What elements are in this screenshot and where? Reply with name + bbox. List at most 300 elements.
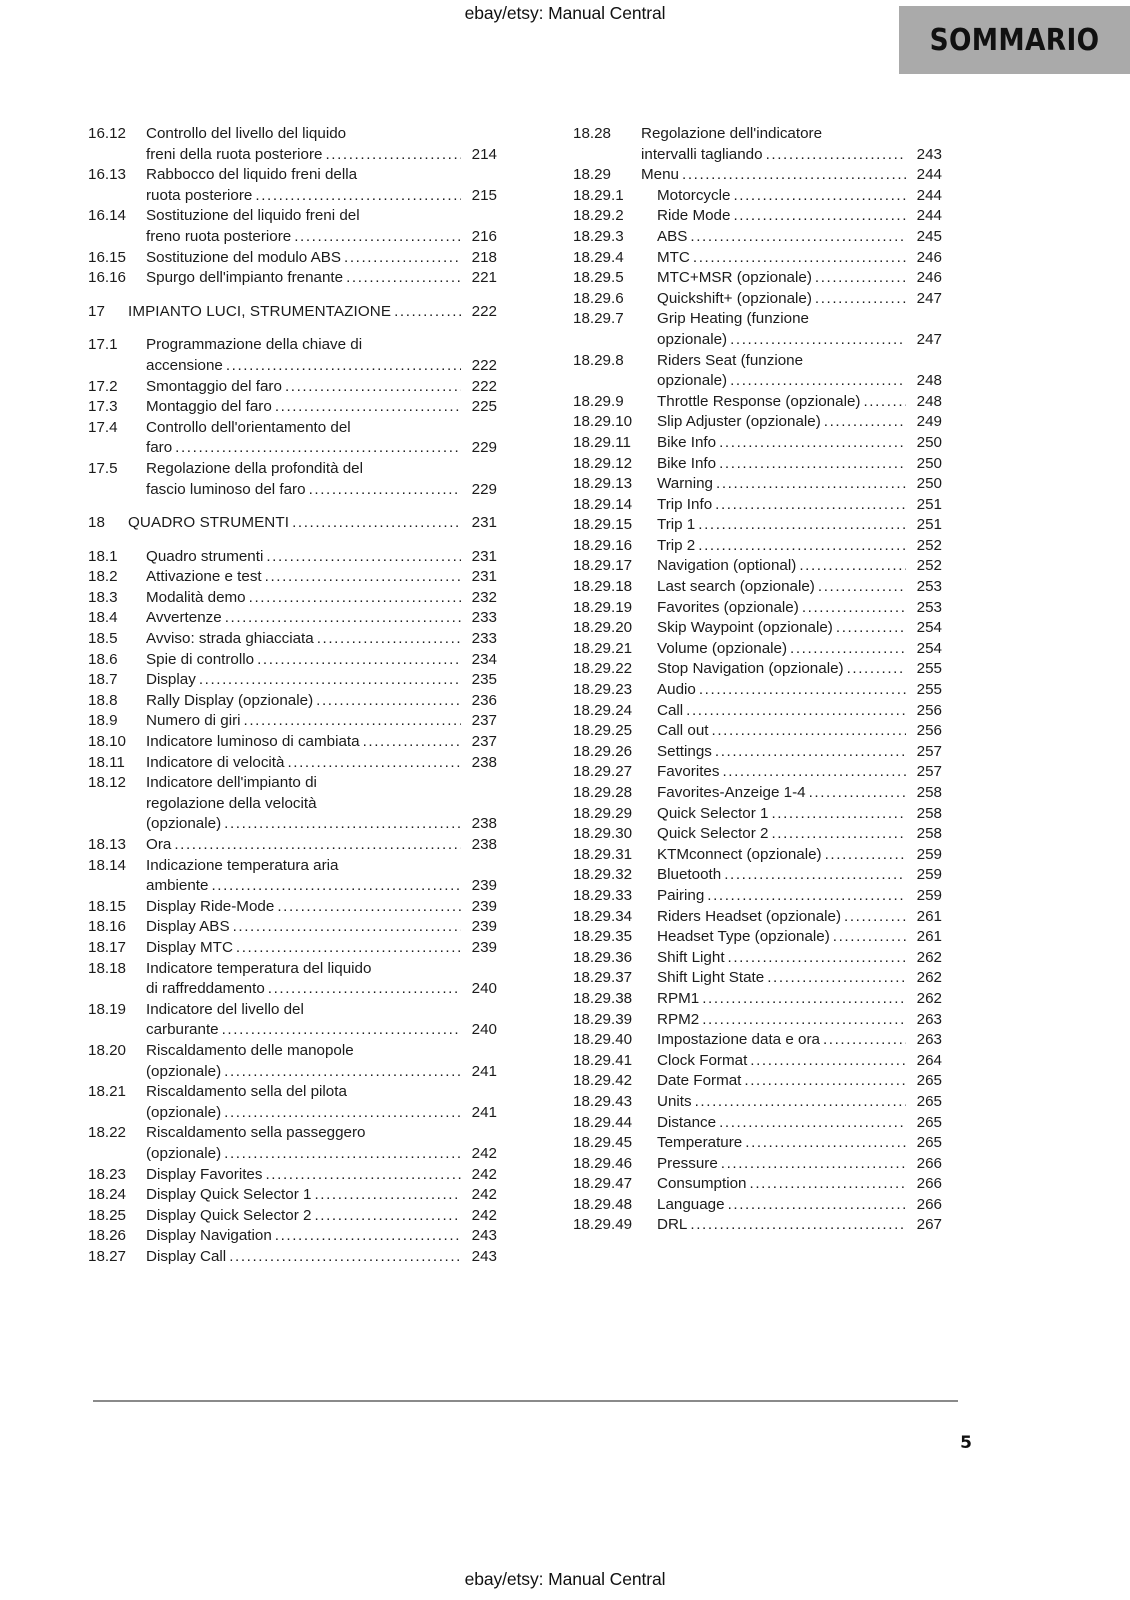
toc-leader-dots: [257, 650, 461, 671]
toc-entry[interactable]: [88, 959, 497, 1000]
toc-entry-title: Quick Selector 2: [657, 825, 769, 843]
toc-leader-dots: [699, 680, 906, 701]
toc-entry-title: Trip Info: [657, 495, 713, 513]
toc-entry-number: 18.29.9: [573, 392, 624, 410]
toc-page-number: 242: [471, 1165, 497, 1183]
toc-page-number: 266: [916, 1175, 942, 1193]
toc-entry[interactable]: [573, 845, 942, 866]
toc-entry-number: 17.5: [88, 459, 118, 477]
toc-leader-dots: [224, 1103, 461, 1124]
toc-entry[interactable]: [573, 1195, 942, 1216]
toc-entry[interactable]: [88, 397, 497, 418]
toc-entry-title: accensione: [146, 356, 223, 374]
toc-page-number: 266: [916, 1154, 942, 1172]
toc-entry-body: [657, 433, 942, 454]
toc-entry[interactable]: [573, 309, 942, 350]
toc-entry-number: 18: [88, 514, 105, 532]
toc-entry-title: Last search (opzionale): [657, 578, 815, 596]
running-footer: ebay/etsy: Manual Central: [464, 1569, 666, 1589]
toc-entry-last-line: [657, 865, 942, 886]
toc-entry-body: [657, 248, 942, 269]
toc-entry-title: Trip 1: [657, 516, 696, 534]
toc-leader-dots: [266, 547, 461, 568]
toc-entry-number: 18.29: [573, 166, 612, 184]
toc-entry[interactable]: [573, 227, 942, 248]
toc-entry[interactable]: [88, 1226, 497, 1247]
toc-entry-title: MTC+MSR (opzionale): [657, 269, 812, 287]
toc-leader-dots: [750, 1051, 906, 1072]
toc-entry-title: Display MTC: [146, 938, 233, 956]
toc-entry[interactable]: [573, 824, 942, 845]
toc-entry-wrap-line: [146, 959, 497, 980]
toc-page-number: 243: [916, 145, 942, 163]
toc-entry-title: Language: [657, 1195, 725, 1213]
toc-entry-number: 18.11: [88, 753, 125, 771]
toc-page-number: 221: [471, 269, 497, 287]
toc-entry-number: 16.15: [88, 248, 127, 266]
toc-entry-last-line: [657, 742, 942, 763]
toc-entry-number: 18.29.44: [573, 1113, 633, 1131]
toc-page-number: 233: [471, 630, 497, 648]
toc-entry-last-line: [146, 1226, 497, 1247]
toc-entry-title: Indicatore temperatura del liquido: [146, 959, 372, 977]
toc-page-number: 257: [916, 742, 942, 760]
toc-entry[interactable]: [88, 377, 497, 398]
toc-entry-title: Date Format: [657, 1072, 742, 1090]
toc-entry-body: [641, 165, 942, 186]
toc-entry-last-line: [146, 650, 497, 671]
toc-entry-number: 18.29.22: [573, 660, 633, 678]
toc-entry-last-line: [146, 670, 497, 691]
toc-entry-number: 17: [88, 302, 105, 320]
toc-leader-dots: [275, 397, 461, 418]
toc-entry-body: [657, 742, 942, 763]
toc-entry-wrap-line: [657, 351, 942, 372]
toc-entry-title: di raffreddamento: [146, 980, 265, 998]
toc-leader-dots: [317, 629, 461, 650]
toc-leader-dots: [224, 814, 461, 835]
toc-entry-number: 18.29.32: [573, 866, 633, 884]
toc-entry-title: Modalità demo: [146, 588, 246, 606]
toc-entry-body: [146, 835, 497, 856]
toc-entry-body: [146, 268, 497, 289]
toc-entry[interactable]: [573, 433, 942, 454]
toc-entry-body: [146, 588, 497, 609]
toc-leader-dots: [730, 330, 906, 351]
toc-entry-last-line: [146, 547, 497, 568]
toc-page-number: 222: [471, 356, 497, 374]
toc-entry-body: [146, 335, 497, 376]
toc-entry-number: 18.29.41: [573, 1051, 633, 1069]
toc-entry-number: 18.21: [88, 1083, 127, 1101]
toc-leader-dots: [292, 513, 461, 534]
toc-leader-dots: [690, 1215, 906, 1236]
toc-leader-dots: [702, 989, 906, 1010]
toc-entry-last-line: [146, 629, 497, 650]
toc-entry[interactable]: [88, 1123, 497, 1164]
toc-entry-wrap-line: [146, 1082, 497, 1103]
toc-entry-title: Regolazione della profondità del: [146, 459, 364, 477]
toc-entry-number: 18.29.17: [573, 557, 633, 575]
toc-entry-title: fascio luminoso del faro: [146, 480, 306, 498]
toc-entry-body: [657, 289, 942, 310]
toc-entry-number: 18.22: [88, 1124, 127, 1142]
toc-entry-body: [657, 309, 942, 350]
toc-entry[interactable]: [573, 577, 942, 598]
toc-entry[interactable]: [88, 732, 497, 753]
toc-entry[interactable]: [573, 1113, 942, 1134]
toc-entry[interactable]: [88, 588, 497, 609]
toc-entry[interactable]: [88, 335, 497, 376]
toc-entry[interactable]: [88, 567, 497, 588]
toc-entry-last-line: [657, 248, 942, 269]
toc-entry-last-line: [146, 186, 497, 207]
toc-entry-body: [657, 1133, 942, 1154]
toc-entry-number: 18.9: [88, 712, 118, 730]
toc-entry[interactable]: [573, 886, 942, 907]
toc-entry-last-line: [146, 1185, 497, 1206]
toc-page-number: 258: [916, 825, 942, 843]
toc-entry[interactable]: [88, 917, 497, 938]
toc-entry-body: [146, 397, 497, 418]
toc-page-number: 243: [471, 1247, 497, 1265]
toc-entry-title: Units: [657, 1092, 692, 1110]
toc-entry-body: [657, 412, 942, 433]
toc-entry-title: Quadro strumenti: [146, 547, 264, 565]
toc-entry-number: 18.29.18: [573, 578, 633, 596]
toc-entry[interactable]: [88, 248, 497, 269]
toc-entry[interactable]: [88, 938, 497, 959]
toc-leader-dots: [309, 480, 461, 501]
toc-leader-dots: [771, 824, 906, 845]
toc-page-number: 265: [916, 1134, 942, 1152]
toc-entry[interactable]: [88, 302, 497, 323]
toc-entry[interactable]: [573, 680, 942, 701]
toc-entry[interactable]: [88, 835, 497, 856]
toc-entry[interactable]: [573, 659, 942, 680]
toc-entry-body: [657, 1174, 942, 1195]
toc-entry[interactable]: [573, 351, 942, 392]
toc-entry-number: 17.3: [88, 398, 118, 416]
toc-page-number: 255: [916, 660, 942, 678]
toc-entry-title: Spurgo dell'impianto frenante: [146, 269, 344, 287]
toc-entry[interactable]: [573, 1051, 942, 1072]
toc-page-number: 247: [916, 289, 942, 307]
toc-entry[interactable]: [88, 165, 497, 206]
page-number: 5: [960, 1433, 972, 1453]
toc-entry-last-line: [657, 412, 942, 433]
toc-entry[interactable]: [88, 608, 497, 629]
toc-entry-number: 18.23: [88, 1165, 127, 1183]
toc-page-number: 264: [916, 1051, 942, 1069]
toc-page-number: 267: [916, 1216, 942, 1234]
toc-entry-title: Rabbocco del liquido freni della: [146, 166, 358, 184]
toc-page-number: 244: [916, 207, 942, 225]
toc-entry-body: [146, 959, 497, 1000]
toc-entry-title: Distance: [657, 1113, 717, 1131]
toc-entry[interactable]: [573, 804, 942, 825]
toc-entry-number: 18.29.34: [573, 907, 633, 925]
toc-entry-body: [146, 1185, 497, 1206]
toc-entry-title: Clock Format: [657, 1051, 748, 1069]
toc-entry-title: Volume (opzionale): [657, 639, 788, 657]
toc-entry[interactable]: [573, 907, 942, 928]
toc-entry-body: [146, 897, 497, 918]
toc-entry-body: [146, 856, 497, 897]
toc-page-number: 262: [916, 989, 942, 1007]
toc-entry[interactable]: [88, 1185, 497, 1206]
toc-page-number: 255: [916, 681, 942, 699]
toc-leader-dots: [287, 753, 461, 774]
toc-entry[interactable]: [88, 691, 497, 712]
section-tab-label: SOMMARIO: [929, 22, 1100, 58]
toc-leader-dots: [719, 433, 906, 454]
toc-entry-number: 18.29.25: [573, 722, 633, 740]
toc-entry[interactable]: [573, 618, 942, 639]
toc-entry-last-line: [657, 618, 942, 639]
toc-entry-title: Stop Navigation (opzionale): [657, 660, 844, 678]
toc-entry[interactable]: [573, 289, 942, 310]
toc-entry[interactable]: [88, 773, 497, 835]
toc-page-number: 229: [471, 480, 497, 498]
toc-entry[interactable]: [88, 753, 497, 774]
toc-entry-last-line: [146, 1103, 497, 1124]
toc-entry[interactable]: [573, 392, 942, 413]
toc-entry-title: Display: [146, 671, 196, 689]
toc-entry[interactable]: [573, 639, 942, 660]
toc-entry-last-line: [128, 513, 497, 534]
toc-page-number: 231: [471, 514, 497, 532]
toc-leader-dots: [199, 670, 461, 691]
toc-entry-number: 18.29.39: [573, 1010, 633, 1028]
toc-leader-dots: [224, 1062, 461, 1083]
toc-entry-number: 18.15: [88, 897, 127, 915]
toc-entry[interactable]: [573, 762, 942, 783]
toc-entry[interactable]: [573, 515, 942, 536]
toc-leader-dots: [314, 1185, 461, 1206]
toc-leader-dots: [815, 268, 906, 289]
toc-entry[interactable]: [88, 650, 497, 671]
toc-leader-dots: [719, 454, 906, 475]
toc-entry[interactable]: [573, 186, 942, 207]
toc-entry-last-line: [146, 1020, 497, 1041]
toc-entry-body: [657, 639, 942, 660]
toc-page-number: 261: [916, 928, 942, 946]
toc-entry[interactable]: [573, 1010, 942, 1031]
toc-entry-number: 18.29.16: [573, 536, 633, 554]
toc-entry[interactable]: [88, 513, 497, 534]
toc-entry[interactable]: [573, 968, 942, 989]
toc-leader-dots: [174, 835, 461, 856]
toc-entry[interactable]: [88, 1206, 497, 1227]
toc-entry-title: Call: [657, 701, 684, 719]
toc-entry[interactable]: [573, 206, 942, 227]
toc-leader-dots: [728, 1195, 906, 1216]
toc-entry[interactable]: [573, 783, 942, 804]
toc-entry[interactable]: [88, 418, 497, 459]
toc-entry-title: freno ruota posteriore: [146, 227, 292, 245]
toc-entry[interactable]: [573, 1133, 942, 1154]
toc-page-number: 254: [916, 639, 942, 657]
toc-leader-dots: [809, 783, 906, 804]
toc-entry-last-line: [146, 438, 497, 459]
toc-entry[interactable]: [88, 629, 497, 650]
toc-entry-number: 18.29.46: [573, 1154, 633, 1172]
toc-entry[interactable]: [573, 495, 942, 516]
toc-page-number: 265: [916, 1113, 942, 1131]
toc-entry[interactable]: [573, 1071, 942, 1092]
toc-entry[interactable]: [573, 701, 942, 722]
toc-entry-number: 18.29.43: [573, 1092, 633, 1110]
toc-entry-title: Display Quick Selector 2: [146, 1206, 312, 1224]
toc-page-number: 238: [471, 753, 497, 771]
toc-entry-number: 18.8: [88, 691, 118, 709]
toc-entry[interactable]: [573, 989, 942, 1010]
toc-page-number: 262: [916, 948, 942, 966]
toc-entry-number: 18.16: [88, 918, 127, 936]
toc-entry[interactable]: [88, 670, 497, 691]
toc-page-number: 254: [916, 619, 942, 637]
toc-entry[interactable]: [88, 1082, 497, 1123]
toc-entry[interactable]: [573, 536, 942, 557]
toc-entry-number: 18.29.2: [573, 207, 624, 225]
toc-page-number: 253: [916, 598, 942, 616]
toc-entry[interactable]: [88, 459, 497, 500]
toc-entry-title: Riscaldamento sella passeggero: [146, 1124, 366, 1142]
toc-entry[interactable]: [88, 1000, 497, 1041]
toc-entry-last-line: [146, 1062, 497, 1083]
toc-entry[interactable]: [88, 856, 497, 897]
toc-entry[interactable]: [573, 927, 942, 948]
toc-leader-dots: [707, 886, 906, 907]
toc-entry-wrap-line: [146, 1000, 497, 1021]
toc-leader-dots: [818, 577, 906, 598]
toc-leader-dots: [719, 1113, 906, 1134]
toc-page-number: 241: [471, 1062, 497, 1080]
toc-entry-body: [657, 351, 942, 392]
toc-leader-dots: [265, 1165, 461, 1186]
toc-entry-title: Consumption: [657, 1175, 747, 1193]
toc-entry-body: [128, 302, 497, 323]
toc-entry-body: [657, 968, 942, 989]
section-tab-sommario: [899, 6, 1130, 74]
toc-entry[interactable]: [573, 454, 942, 475]
toc-entry-title: QUADRO STRUMENTI: [128, 514, 290, 532]
toc-entry-title: Smontaggio del faro: [146, 377, 282, 395]
toc-entry[interactable]: [573, 721, 942, 742]
toc-leader-dots: [715, 742, 906, 763]
toc-entry-body: [146, 206, 497, 247]
toc-entry-wrap-line: [641, 124, 942, 145]
toc-leader-dots: [229, 1247, 461, 1268]
toc-entry-number: 18.29.23: [573, 681, 633, 699]
toc-entry[interactable]: [88, 268, 497, 289]
toc-entry-body: [657, 186, 942, 207]
toc-entry-body: [146, 938, 497, 959]
toc-entry-number: 18.24: [88, 1186, 127, 1204]
toc-entry[interactable]: [573, 865, 942, 886]
toc-entry-last-line: [128, 302, 497, 323]
toc-entry-number: 18.29.19: [573, 598, 633, 616]
toc-entry[interactable]: [573, 165, 942, 186]
toc-entry-body: [146, 1000, 497, 1041]
toc-entry-body: [657, 227, 942, 248]
toc-entry[interactable]: [573, 598, 942, 619]
toc-entry[interactable]: [88, 1165, 497, 1186]
toc-entry-title: Attivazione e test: [146, 568, 262, 586]
toc-entry-number: 16.13: [88, 166, 127, 184]
toc-entry-last-line: [657, 454, 942, 475]
toc-entry-body: [657, 721, 942, 742]
toc-entry-title: (opzionale): [146, 815, 222, 833]
toc-entry[interactable]: [573, 268, 942, 289]
toc-page-number: 259: [916, 866, 942, 884]
toc-entry-number: 18.29.3: [573, 227, 624, 245]
toc-entry-number: 18.29.40: [573, 1031, 633, 1049]
toc-entry-body: [657, 474, 942, 495]
toc-entry[interactable]: [573, 948, 942, 969]
toc-page-number: 231: [471, 547, 497, 565]
toc-entry[interactable]: [88, 897, 497, 918]
toc-page-number: 215: [471, 186, 497, 204]
toc-entry[interactable]: [573, 1215, 942, 1236]
toc-entry-number: 18.29.28: [573, 784, 633, 801]
toc-entry-title: Audio: [657, 681, 696, 699]
toc-entry[interactable]: [88, 1247, 497, 1268]
toc-entry[interactable]: [573, 124, 942, 165]
toc-entry[interactable]: [88, 1041, 497, 1082]
toc-entry-last-line: [657, 392, 942, 413]
toc-entry[interactable]: [573, 474, 942, 495]
toc-entry-title: opzionale): [657, 330, 728, 348]
toc-entry-last-line: [146, 248, 497, 269]
toc-page-number: 231: [471, 568, 497, 586]
toc-entry[interactable]: [88, 124, 497, 165]
toc-entry[interactable]: [573, 248, 942, 269]
toc-entry[interactable]: [573, 742, 942, 763]
toc-entry-title: Shift Light: [657, 948, 725, 966]
toc-entry-number: 18.29.49: [573, 1216, 633, 1234]
toc-entry-last-line: [657, 1154, 942, 1175]
toc-entry[interactable]: [573, 1092, 942, 1113]
toc-entry[interactable]: [88, 547, 497, 568]
toc-leader-dots: [682, 165, 906, 186]
toc-leader-dots: [693, 248, 906, 269]
toc-entry-last-line: [657, 762, 942, 783]
toc-entry-body: [146, 753, 497, 774]
toc-entry-number: 16.16: [88, 269, 127, 287]
toc-page-number: 257: [916, 763, 942, 781]
toc-entry-last-line: [657, 1071, 942, 1092]
toc-entry[interactable]: [573, 556, 942, 577]
toc-entry[interactable]: [88, 711, 497, 732]
toc-entry-number: 18.29.27: [573, 763, 633, 781]
toc-entry-last-line: [657, 907, 942, 928]
toc-entry-last-line: [657, 659, 942, 680]
toc-entry-body: [641, 124, 942, 165]
toc-entry[interactable]: [573, 412, 942, 433]
toc-entry-title: Montaggio del faro: [146, 398, 272, 416]
toc-entry[interactable]: [573, 1030, 942, 1051]
toc-entry-last-line: [146, 835, 497, 856]
toc-entry-title: Controllo dell'orientamento del: [146, 418, 351, 436]
toc-entry[interactable]: [88, 206, 497, 247]
toc-entry-last-line: [146, 917, 497, 938]
toc-entry[interactable]: [573, 1174, 942, 1195]
toc-entry[interactable]: [573, 1154, 942, 1175]
toc-page-number: 239: [471, 938, 497, 956]
toc-entry-title: opzionale): [657, 372, 728, 390]
